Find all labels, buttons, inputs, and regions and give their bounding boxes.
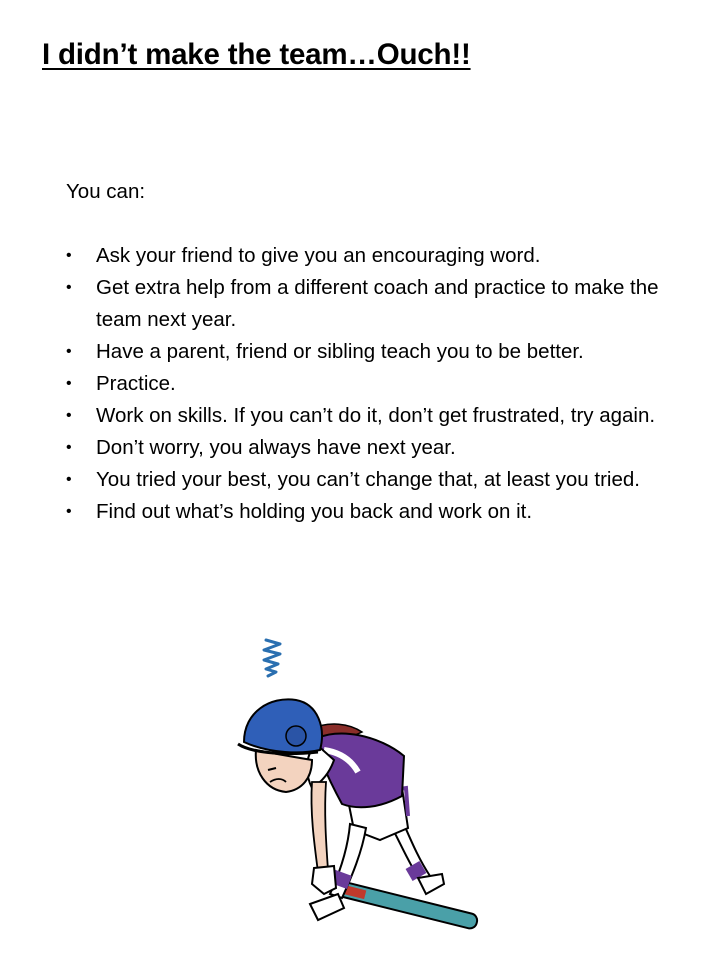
bullet-icon: • (66, 407, 72, 424)
bullet-list (66, 240, 666, 528)
list-item (66, 432, 666, 464)
bullet-icon: • (66, 247, 72, 264)
list-item (66, 272, 666, 336)
bullet-text: Don’t worry, you always have next year. (96, 436, 456, 459)
bullet-icon: • (66, 343, 72, 360)
list-item (66, 400, 666, 432)
bullet-text: Get extra help from a different coach and practice to make the team next year. (96, 276, 659, 331)
slide-title: I didn’t make the team…Ouch!! (42, 38, 471, 71)
list-item (66, 240, 666, 272)
intro-text: You can: (66, 180, 146, 203)
list-item (66, 368, 666, 400)
list-item (66, 336, 666, 368)
sad-softball-player-icon (230, 632, 500, 942)
bullet-text: Have a parent, friend or sibling teach you to be better. (96, 340, 584, 363)
bullet-icon: • (66, 503, 72, 520)
bullet-icon: • (66, 471, 72, 488)
slide-content (66, 176, 666, 528)
list-item (66, 464, 666, 496)
bullet-icon: • (66, 439, 72, 456)
bullet-text: You tried your best, you can’t change that, at least you tried. (96, 468, 640, 491)
bullet-text: Find out what’s holding you back and work on it. (96, 500, 533, 523)
list-item (66, 496, 666, 528)
bullet-text: Practice. (96, 372, 176, 395)
bullet-text: Ask your friend to give you an encouraging word. (96, 244, 541, 267)
bullet-icon: • (66, 279, 72, 296)
bullet-icon: • (66, 375, 72, 392)
bullet-text: Work on skills. If you can’t do it, don’t get frustrated, try again. (96, 404, 656, 427)
